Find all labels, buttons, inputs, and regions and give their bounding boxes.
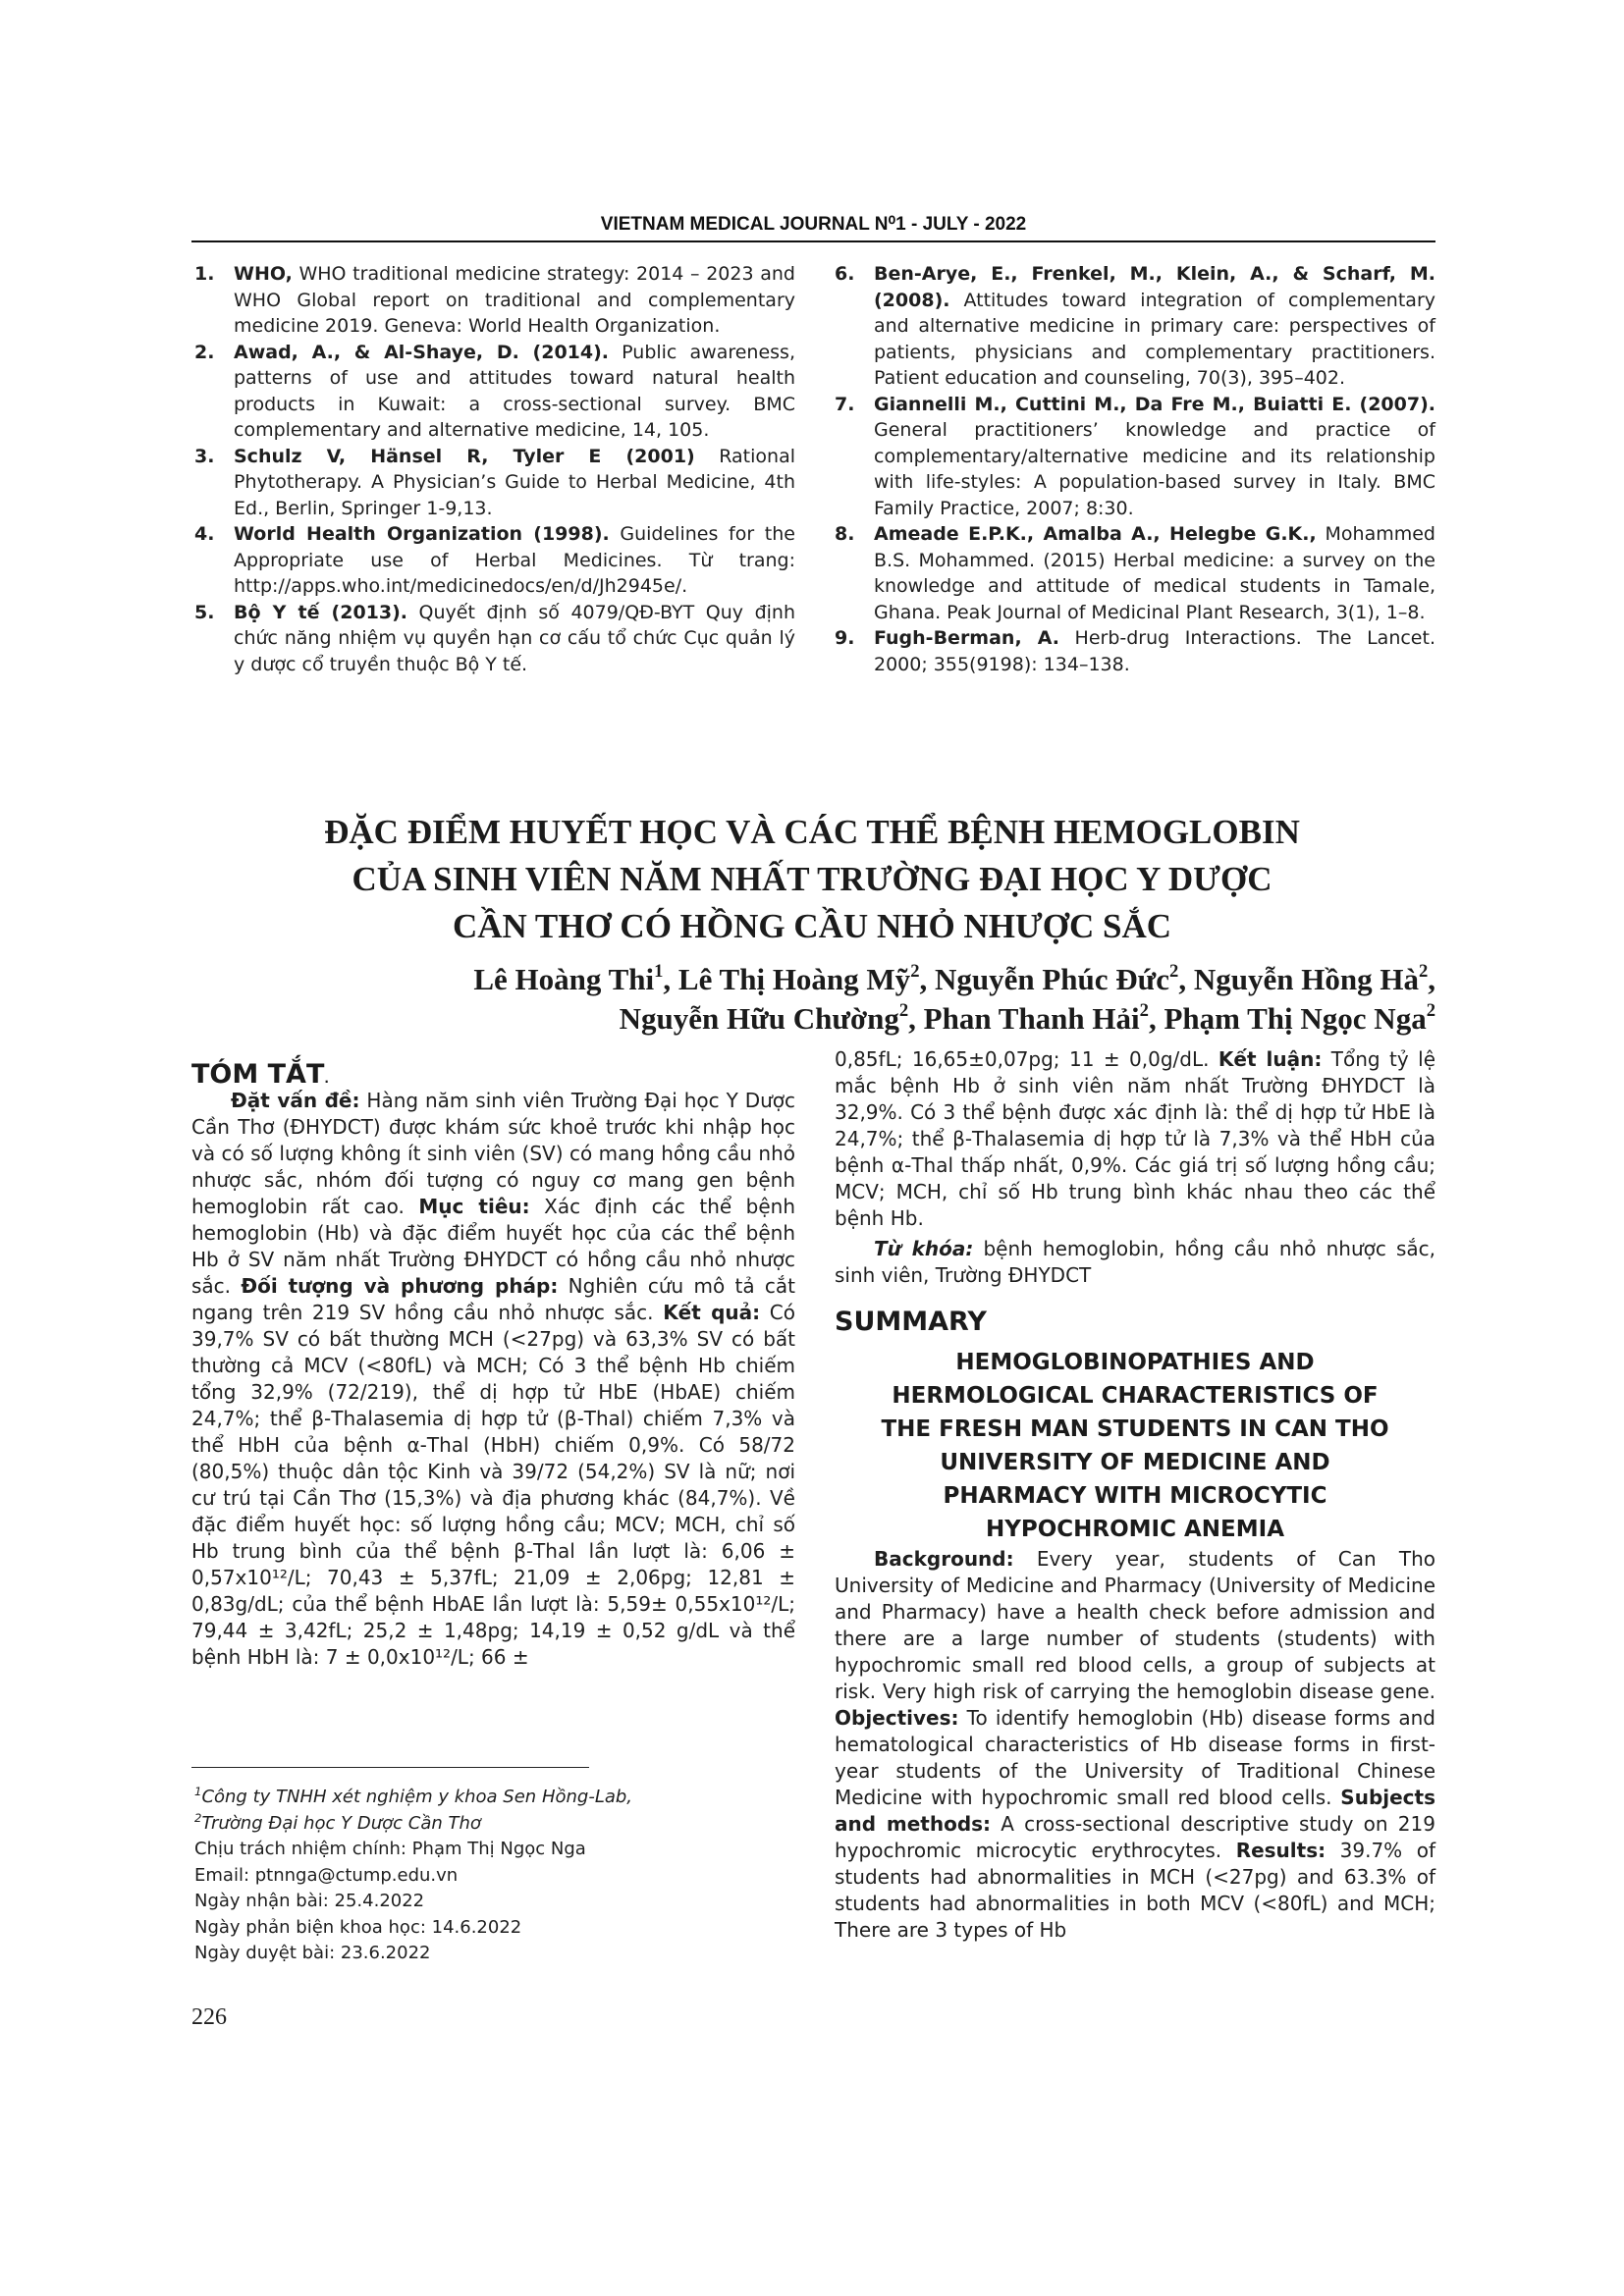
author-separator: , [1178,962,1194,996]
abstract-text: Nghiên cứu mô tả cắt ngang trên 219 SV hồng cầu nhỏ nhược sắc. [191,1274,795,1324]
reference-details: Herb-drug Interactions. The Lancet. 2000; 355(9198): 134–138. [874,627,1435,675]
reference-item [835,625,1435,677]
reference-item [835,392,1435,522]
summary-section-label: Objectives: [835,1706,959,1730]
abstract-section-label: Đối tượng và phương pháp: [241,1274,559,1298]
keywords [835,1236,1435,1289]
reference-item [835,521,1435,625]
author-name: Nguyễn Hồng Hà [1193,962,1419,996]
reference-body [234,600,795,678]
author-separator: , [1148,1001,1164,1036]
reference-body [874,392,1435,522]
summary-section-label: Subjects and methods: [835,1786,1435,1836]
abstract-text: Có 39,7% SV có bất thường MCH (<27pg) và 63,3% SV có bất thường cả MCV (<80fL) và MCH; Có 3 thể bệnh Hb chiếm tổng 32,9% (72/219), thể dị hợp tử HbE (HbAE) chiếm 24,7%; thể β-Thalasemia dị hợp tử (β-Thal) chiếm 7,3% và thể HbH của bệnh α-Thal (HbH) chiếm 0,9%. Có 58/72 (80,5%) thuộc dân tộc Kinh và 39/72 (54,2%) SV là nữ; nơi cư trú tại Cần Thơ (15,3%) và địa phương khác (84,7%). Về đặc điểm huyết học: số lượng hồng cầu; MCV; MCH, chỉ số Hb trung bình của thể bệnh β-Thal lần lượt là: 6,06 ± 0,57x10¹²/L; 70,43 ± 5,37fL; 21,09 ± 2,06pg; 12,81 ± 0,83g/dL; của thể bệnh HbAE lần lượt là: 5,59± 0,55x10¹²/L; 79,44 ± 3,42fL; 25,2 ± 1,48pg; 14,19 ± 0,52 g/dL và thể bệnh HbH là: 7 ± 0,0x10¹²/L; 66 ± [191,1301,795,1669]
author-name: Nguyễn Hữu Chường [619,1001,899,1036]
review-date: Ngày phản biện khoa học: 14.6.2022 [194,1916,522,1938]
article-title-line: ĐẶC ĐIỂM HUYẾT HỌC VÀ CÁC THỂ BỆNH HEMOGLOBIN [324,813,1300,851]
reference-authors: World Health Organization (1998). [234,523,610,545]
keywords-label: Từ khóa: [874,1237,974,1260]
references-right-column [835,261,1435,677]
contact-email: Email: ptnnga@ctump.edu.vn [194,1864,459,1886]
reference-details: Guidelines for the Appropriate use of Herbal Medicines. Từ trang: http://apps.who.int/medicinedocs/en/d/Jh2945e/. [234,523,795,597]
reference-body [234,340,795,444]
abstract-paragraph [191,1088,795,1671]
reference-item [194,600,795,678]
author-name: Lê Hoàng Thi [473,962,655,996]
footnotes [194,1785,795,1967]
header-rule [191,240,1435,242]
reference-details: WHO traditional medicine strategy: 2014 – 2023 and WHO Global report on traditional and complementary medicine 2019. Geneva: World Health Organization. [234,263,795,337]
author-name: Phan Thanh Hải [923,1001,1140,1036]
reference-details: Attitudes toward integration of complementary and alternative medicine in primary care: perspectives of patients, physicians and complementary practitioners. Patient education and counseling, 70(3), 395–402. [874,289,1435,389]
affiliation-text: Công ty TNHH xét nghiệm y khoa Sen Hồng-Lab, [201,1787,633,1807]
article-title-line: CỦA SINH VIÊN NĂM NHẤT TRƯỜNG ĐẠI HỌC Y DƯỢC [352,860,1272,898]
reference-details: General practitioners’ knowledge and practice of complementary/alternative medicine and its relationship with life-styles: A population-based survey in Italy. BMC Family Practice, 2007; 8:30. [874,419,1435,519]
english-title [835,1346,1435,1546]
received-date: Ngày nhận bài: 25.4.2022 [194,1891,425,1911]
reference-number: 6. [835,263,855,285]
english-title-line: HERMOLOGICAL CHARACTERISTICS OF [892,1383,1379,1409]
affiliation-mark: 1 [194,1784,202,1798]
corresponding-author: Chịu trách nhiệm chính: Phạm Thị Ngọc Nga [194,1839,586,1859]
reference-item [194,261,795,340]
author-line [473,999,1435,1039]
keywords-text: bệnh hemoglobin, hồng cầu nhỏ nhược sắc, sinh viên, Trường ĐHYDCT [835,1237,1435,1287]
abstract-text: Hàng năm sinh viên Trường Đại học Y Dược Cần Thơ (ĐHYDCT) được khám sức khoẻ trước khi nhập học và có số lượng không ít sinh viên (SV) có mang hồng cầu nhỏ nhược sắc, nhóm đối tượng có nguy cơ mang gen bệnh hemoglobin rất cao. [191,1089,795,1218]
reference-item [194,444,795,522]
summary-text: Every year, students of Can Tho University of Medicine and Pharmacy (University of Medicine and Pharmacy) have a health check before admission and there are a large number of students (students) with hypochromic small red blood cells, a group of subjects at risk. Very high risk of carrying the hemoglobin disease gene. [835,1547,1435,1703]
author-line [473,960,1435,999]
abstract-text: Xác định các thể bệnh hemoglobin (Hb) và đặc điểm huyết học của các thể bệnh Hb ở SV năm nhất Trường ĐHYDCT có hồng cầu nhỏ nhược sắc. [191,1195,795,1298]
english-title-line: UNIVERSITY OF MEDICINE AND [940,1450,1330,1475]
reference-authors: Giannelli M., Cuttini M., Da Fre M., Buiatti E. (2007). [874,393,1435,415]
reference-body [234,521,795,600]
reference-details: Rational Phytotherapy. A Physician’s Guide to Herbal Medicine, 4th Ed., Berlin, Springer 1-9,13. [234,445,795,519]
abstract-heading-mark: . [324,1072,329,1086]
english-title-line: HYPOCHROMIC ANEMIA [985,1517,1285,1542]
summary-text: 39.7% of students had abnormalities in MCH (<27pg) and 63.3% of students had abnormalities in both MCV (<80fL) and MCH; There are 3 types of Hb [835,1839,1435,1942]
abstract-section-label: Kết quả: [663,1301,761,1324]
abstract-section-label: Đặt vấn đề: [231,1089,360,1112]
footnote-rule [191,1767,589,1768]
affiliation-line [194,1811,795,1838]
reference-body [234,444,795,522]
author-separator: , [663,962,678,996]
english-title-line: THE FRESH MAN STUDENTS IN CAN THO [881,1416,1389,1442]
reference-body [234,261,795,340]
accepted-date: Ngày duyệt bài: 23.6.2022 [194,1943,431,1963]
reference-number: 9. [835,627,855,649]
author-separator: , [908,1001,924,1036]
author-list [473,960,1435,1039]
references-left-column [194,261,795,677]
author-affiliation-mark: 1 [654,960,664,982]
english-title-line: PHARMACY WITH MICROCYTIC [943,1483,1327,1509]
author-affiliation-mark: 2 [898,999,909,1021]
summary-section-label: Background: [874,1547,1014,1571]
reference-body [874,521,1435,625]
reference-authors: Fugh-Berman, A. [874,627,1060,649]
abstract-paragraph-continued [835,1046,1435,1232]
right-column [835,1046,1435,1944]
reference-authors: Bộ Y tế (2013). [234,601,408,623]
reference-item [194,521,795,600]
summary-heading: SUMMARY [835,1307,987,1337]
abstract-section-label: Kết luận: [1218,1047,1323,1071]
page-number: 226 [191,2004,227,2030]
abstract-text: Tổng tỷ lệ mắc bệnh Hb ở sinh viên năm nhất Trường ĐHYDCT là 32,9%. Có 3 thể bệnh được xác định là: thể dị hợp tử HbE là 24,7%; thể β-Thalasemia dị hợp tử là 7,3% và thể HbH của bệnh α-Thal thấp nhất, 0,9%. Các giá trị số lượng hồng cầu; MCV; MCH, chỉ số Hb trung bình khác nhau theo các thể bệnh Hb. [835,1047,1436,1230]
author-name: Phạm Thị Ngọc Nga [1164,1001,1427,1036]
author-name: Nguyễn Phúc Đức [934,962,1170,996]
author-affiliation-mark: 2 [1169,960,1179,982]
reference-number: 3. [194,445,215,467]
reference-number: 5. [194,601,215,623]
reference-item [835,261,1435,392]
reference-authors: Schulz V, Hänsel R, Tyler E (2001) [234,445,695,467]
reference-body [874,261,1435,392]
reference-details: Public awareness, patterns of use and attitudes toward natural health products in Kuwait: a cross-sectional survey. BMC complementary and alternative medicine, 14, 105. [234,341,795,441]
reference-authors: Awad, A., & Al-Shaye, D. (2014). [234,341,610,363]
reference-authors: WHO, [234,263,293,285]
abstract-heading-text: TÓM TẮT [191,1059,325,1090]
summary-section-label: Results: [1235,1839,1326,1862]
reference-number: 4. [194,523,215,545]
reference-authors: Ben-Arye, E., Frenkel, M., Klein, A., & Scharf, M. (2008). [874,263,1435,311]
author-affiliation-mark: 2 [1418,960,1429,982]
reference-number: 2. [194,341,215,363]
reference-body [874,625,1435,677]
author-name: Lê Thị Hoàng Mỹ [677,962,911,996]
summary-text: To identify hemoglobin (Hb) disease forms and hematological characteristics of Hb disease forms in first-year students of the University of Traditional Chinese Medicine with hypochromic small red blood cells. [835,1706,1435,1809]
author-separator: , [1428,962,1435,996]
reference-authors: Ameade E.P.K., Amalba A., Helegbe G.K., [874,523,1317,545]
author-affiliation-mark: 2 [1139,999,1149,1021]
affiliation-mark: 2 [194,1810,202,1825]
abstract-text: 0,85fL; 16,65±0,07pg; 11 ± 0,0g/dL. [835,1047,1218,1071]
reference-details: Mohammed B.S. Mohammed. (2015) Herbal medicine: a survey on the knowledge and attitude of medical students in Tamale, Ghana. Peak Journal of Medicinal Plant Research, 3(1), 1–8. [874,523,1435,623]
article-title-line: CẦN THƠ CÓ HỒNG CẦU NHỎ NHƯỢC SẮC [452,907,1172,945]
article-title [0,809,1624,950]
reference-number: 7. [835,393,855,415]
author-affiliation-mark: 2 [1426,999,1435,1021]
affiliation-line [194,1785,795,1811]
english-title-line: HEMOGLOBINOPATHIES AND [955,1350,1315,1375]
reference-number: 1. [194,263,215,285]
author-separator: , [919,962,935,996]
abstract-section-label: Mục tiêu: [418,1195,530,1218]
summary-paragraph [835,1546,1435,1944]
summary-text: A cross-sectional descriptive study on 219 hypochromic microcytic erythrocytes. [835,1812,1435,1862]
affiliation-text: Trường Đại học Y Dược Cần Thơ [201,1812,481,1834]
reference-number: 8. [835,523,855,545]
running-header: VIETNAM MEDICAL JOURNAL N⁰1 - JULY - 2022 [600,214,1027,235]
author-affiliation-mark: 2 [910,960,920,982]
reference-details: Quyết định số 4079/QĐ-BYT Quy định chức năng nhiệm vụ quyền hạn cơ cấu tổ chức Cục quản lý y dược cổ truyền thuộc Bộ Y tế. [234,601,795,675]
reference-item [194,340,795,444]
